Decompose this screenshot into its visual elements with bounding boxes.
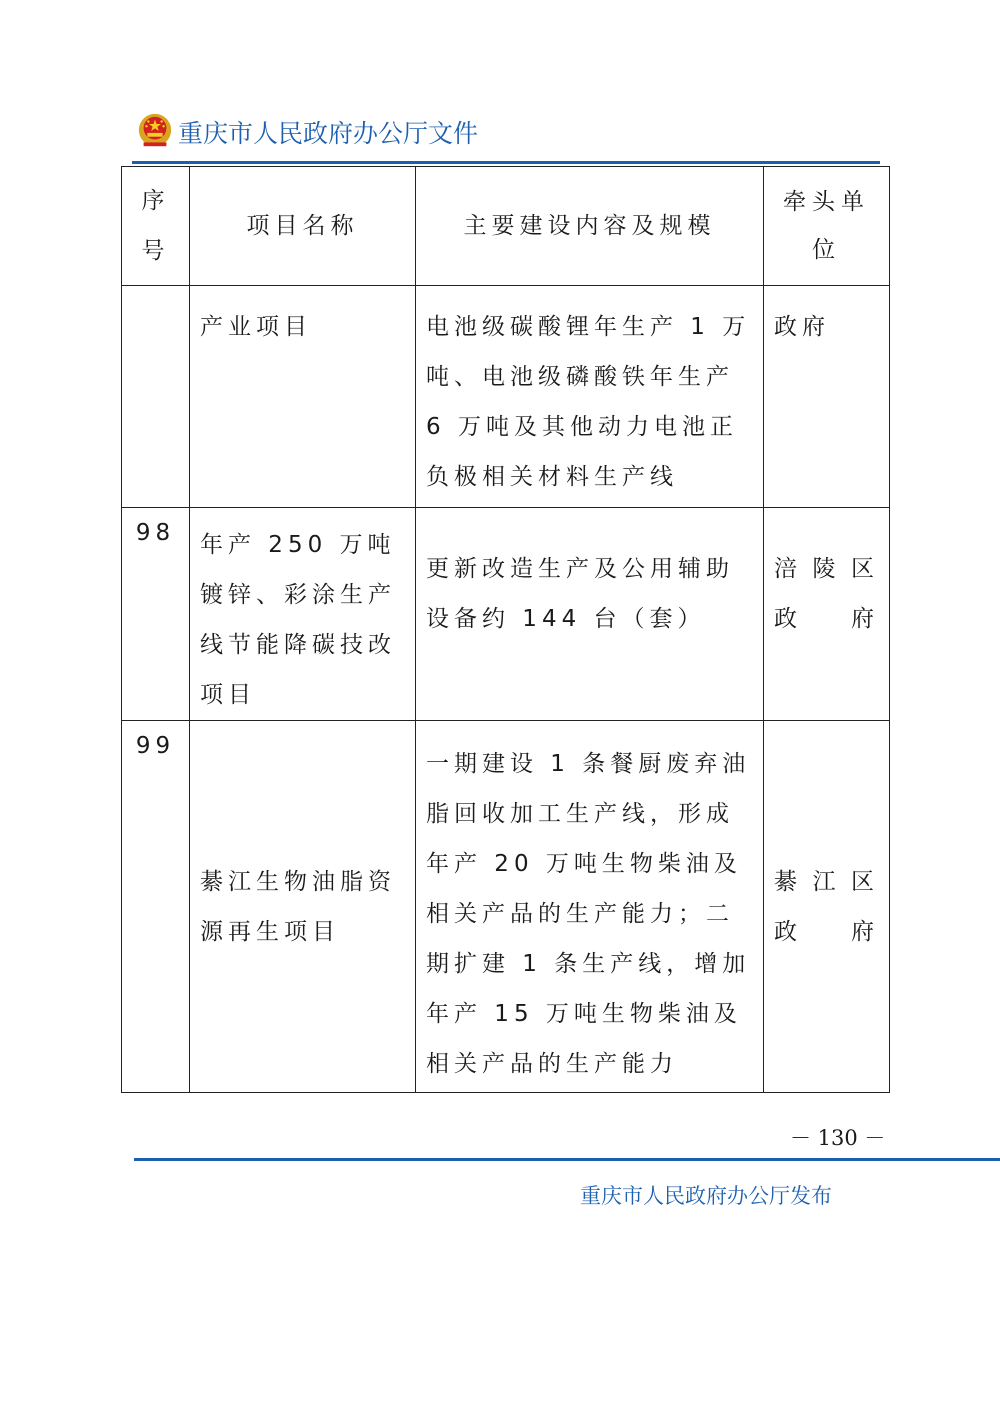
row-lead-unit	[764, 508, 890, 721]
row-lead-unit	[764, 286, 890, 508]
column-header-project-name: 项目名称	[190, 167, 416, 286]
row-lead-unit	[764, 721, 890, 1093]
row-content	[416, 721, 764, 1093]
lead-unit-text: 涪陵区政府	[774, 556, 879, 632]
column-header-content: 主要建设内容及规模	[416, 167, 764, 286]
national-emblem-icon	[136, 112, 174, 150]
content-text: 电池级碳酸锂年生产 1 万吨、电池级磷酸铁年生产 6 万吨及其他动力电池正负极相关材料生产线	[426, 314, 751, 490]
table-header-row	[122, 167, 890, 286]
page-number: － 130 －	[790, 1126, 886, 1150]
project-table	[121, 166, 890, 1093]
document-header	[132, 110, 880, 164]
row-content	[416, 286, 764, 508]
row-number: 98	[122, 508, 190, 721]
row-content	[416, 508, 764, 721]
project-name-text: 綦江生物油脂资源再生项目	[200, 868, 396, 945]
row-number	[122, 286, 190, 508]
row-project-name	[190, 286, 416, 508]
content-text: 更新改造生产及公用辅助设备约 144 台（套）	[426, 556, 734, 632]
table-row	[122, 286, 890, 508]
project-name-text: 年产 250 万吨镀锌、彩涂生产线节能降碳技改项目	[200, 532, 396, 708]
row-number: 99	[122, 721, 190, 1093]
column-header-number: 序号	[122, 167, 190, 286]
lead-unit-text: 綦江区政府	[774, 868, 879, 945]
table-row	[122, 721, 890, 1093]
table-row	[122, 508, 890, 721]
row-project-name	[190, 508, 416, 721]
project-name-text: 产业项目	[200, 314, 312, 340]
row-project-name	[190, 721, 416, 1093]
footer-divider	[134, 1158, 1000, 1161]
column-header-lead-unit: 牵头单位	[764, 167, 890, 286]
lead-unit-text: 政府	[774, 314, 830, 340]
header-divider	[132, 161, 880, 164]
content-text: 一期建设 1 条餐厨废弃油脂回收加工生产线，形成年产 20 万吨生物柴油及相关产品的生产能力；二期扩建 1 条生产线，增加年产 15 万吨生物柴油及相关产品的生产能力	[426, 751, 751, 1077]
publisher-footer: 重庆市人民政府办公厅发布	[580, 1184, 832, 1208]
header-title: 重庆市人民政府办公厅文件	[178, 119, 479, 148]
